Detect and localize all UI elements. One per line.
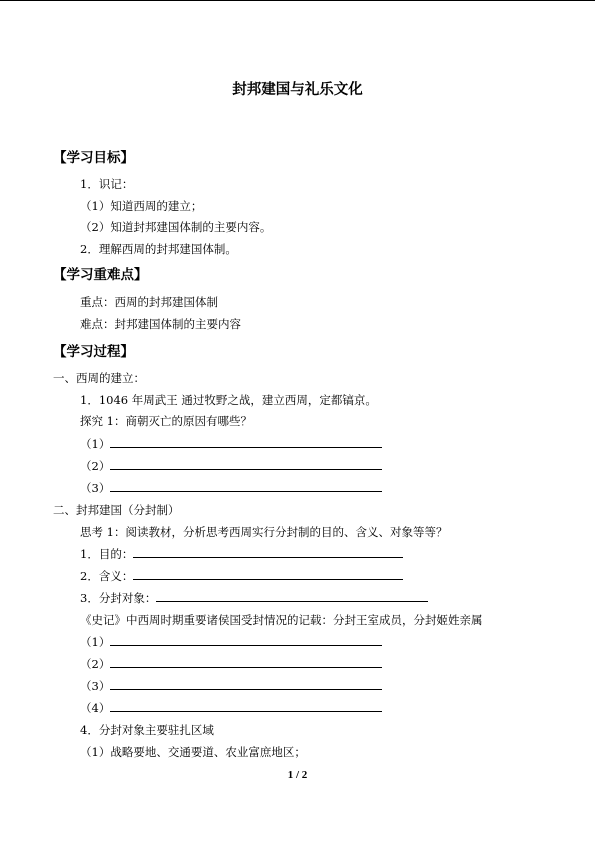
area-line: （1）战略要地、交通要道、农业富庶地区；	[80, 745, 306, 759]
part-heading: 一、西周的建立：	[53, 371, 145, 385]
answer-number: （1）	[80, 635, 111, 649]
answer-blank[interactable]	[156, 590, 428, 602]
purpose-label: 1．目的：	[80, 547, 134, 561]
page-top-rule	[0, 0, 595, 1]
answer-line	[80, 458, 382, 474]
answer-line	[80, 436, 382, 452]
answer-blank[interactable]	[110, 480, 382, 492]
answer-line	[80, 480, 382, 496]
key-point-line: 难点：封邦建国体制的主要内容	[80, 317, 241, 331]
answer-line	[80, 700, 382, 716]
answer-number: （3）	[80, 481, 111, 495]
answer-line	[80, 590, 428, 606]
section-heading-process: 【学习过程】	[53, 344, 134, 360]
part-heading: 二、封邦建国（分封制）	[53, 503, 180, 517]
answer-blank[interactable]	[110, 634, 382, 646]
answer-line	[80, 656, 382, 672]
meaning-label: 2．含义：	[80, 569, 134, 583]
answer-number: （3）	[80, 679, 111, 693]
answer-line	[80, 546, 403, 562]
answer-blank[interactable]	[133, 568, 403, 580]
answer-blank[interactable]	[133, 546, 403, 558]
key-point-line: 重点：西周的封邦建国体制	[80, 295, 218, 309]
answer-line	[80, 678, 382, 694]
think-question: 思考 1：阅读教材，分析思考西周实行分封制的目的、含义、对象等等？	[80, 525, 448, 539]
objects-label: 3．分封对象：	[80, 591, 157, 605]
answer-number: （4）	[80, 701, 111, 715]
section-heading-key-points: 【学习重难点】	[53, 267, 148, 283]
shiji-line: 《史记》中西周时期重要诸侯国受封情况的记载：分封王室成员，分封姬姓亲属	[80, 613, 483, 627]
answer-blank[interactable]	[110, 656, 382, 668]
content-line: 1．1046 年周武王 通过牧野之战，建立西周，定都镐京。	[80, 393, 377, 407]
answer-blank[interactable]	[110, 458, 382, 470]
answer-number: （2）	[80, 657, 111, 671]
goal-line: （1）知道西周的建立；	[80, 199, 203, 213]
answer-number: （1）	[80, 437, 111, 451]
area-heading: 4．分封对象主要驻扎区域	[80, 723, 214, 737]
explore-question: 探究 1：商朝灭亡的原因有哪些？	[80, 414, 252, 428]
page-title: 封邦建国与礼乐文化	[232, 82, 363, 98]
goal-line: 2．理解西周的封邦建国体制。	[80, 242, 237, 256]
section-heading-goals: 【学习目标】	[53, 150, 134, 166]
answer-number: （2）	[80, 459, 111, 473]
answer-line	[80, 634, 382, 650]
goal-line: （2）知道封邦建国体制的主要内容。	[80, 220, 272, 234]
answer-blank[interactable]	[110, 436, 382, 448]
answer-blank[interactable]	[110, 678, 382, 690]
answer-blank[interactable]	[110, 700, 382, 712]
goal-line: 1．识记：	[80, 177, 134, 191]
answer-line	[80, 568, 403, 584]
page-number: 1 / 2	[287, 769, 308, 781]
